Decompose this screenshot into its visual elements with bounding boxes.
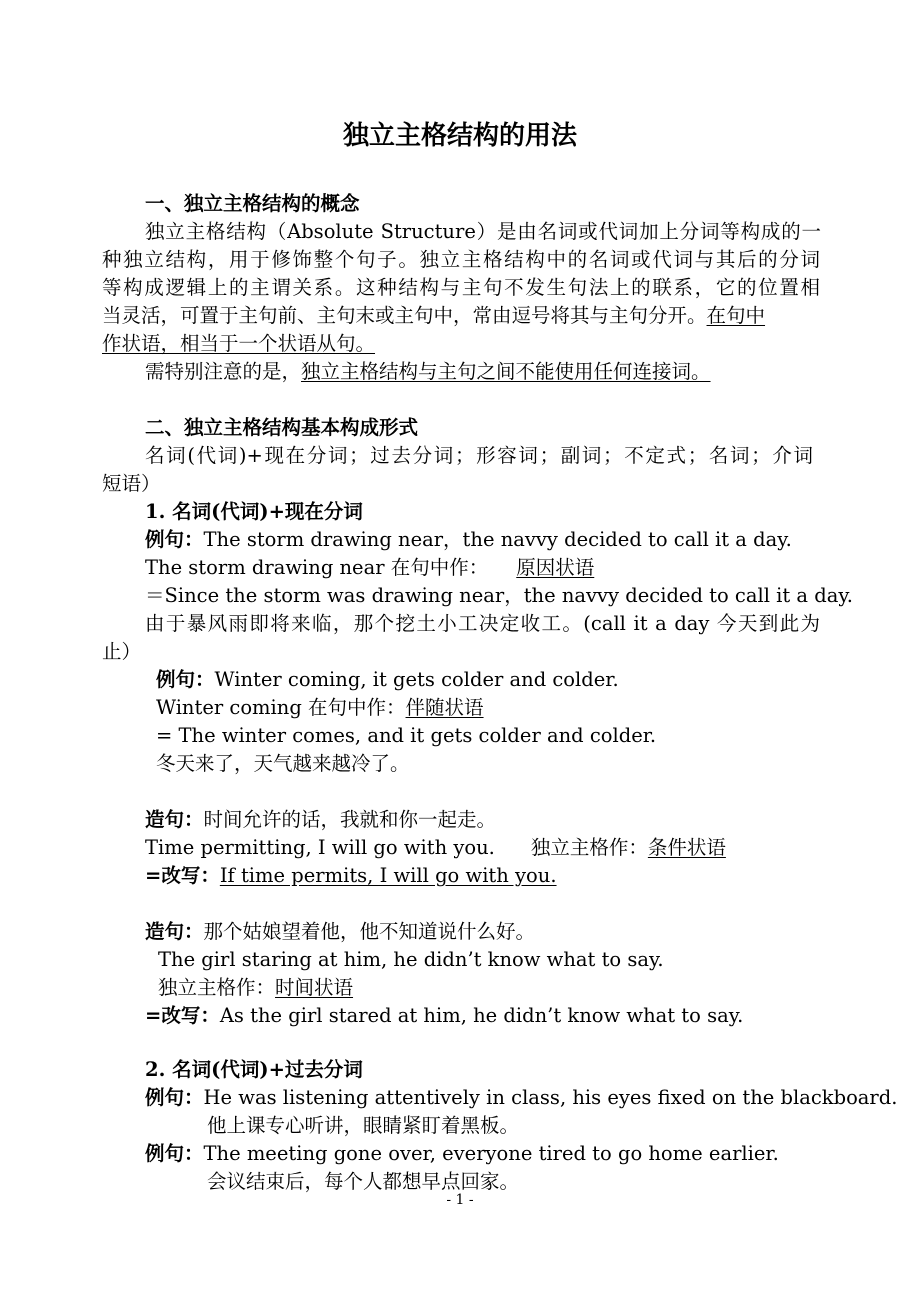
section-2-heading: 二、独立主格结构基本构成形式 <box>145 416 419 439</box>
example-sentence <box>145 526 792 554</box>
role-text: 独立主格作： <box>530 836 648 859</box>
section-1-paragraph-line: 种独立结构，用于修饰整个句子。独立主格结构中的名词或代词与其后的分词 <box>102 248 820 271</box>
page-title: 独立主格结构的用法 <box>342 121 577 151</box>
example-role <box>145 554 594 582</box>
practice-text: 那个姑娘望着他，他不知道说什么好。 <box>203 920 536 943</box>
example-label: 例句： <box>145 1086 204 1109</box>
practice-sentence <box>145 918 535 946</box>
practice-role <box>158 974 353 1002</box>
example-label: 例句： <box>145 528 204 551</box>
role-text: The storm drawing near 在句中作： <box>145 556 489 579</box>
section-1-paragraph-line: 独立主格结构（Absolute Structure）是由名词或代词加上分词等构成的一 <box>145 220 821 243</box>
role-value: 原因状语 <box>516 556 595 579</box>
example-text: He was listening attentively in class, his eyes fixed on the blackboard. <box>203 1086 898 1109</box>
rewrite-label: =改写： <box>145 864 220 887</box>
section-1-heading: 一、独立主格结构的概念 <box>145 192 360 215</box>
rewrite-text: As the girl stared at him, he didn’t know what to say. <box>219 1004 744 1027</box>
forms-list-line: 名词(代词)+现在分词；过去分词；形容词；副词；不定式；名词；介词 <box>145 444 813 467</box>
section-1-note <box>145 358 711 386</box>
example-text: The meeting gone over, everyone tired to go home earlier. <box>203 1142 779 1165</box>
subsection-1-heading: 1. 名词(代词)+现在分词 <box>145 500 363 523</box>
role-value: 时间状语 <box>275 976 354 999</box>
underlined-text: 在句中 <box>706 304 766 327</box>
example-translation: 冬天来了，天气越来越冷了。 <box>156 752 410 775</box>
example-translation: 他上课专心听讲，眼睛紧盯着黑板。 <box>207 1114 520 1137</box>
role-value: 条件状语 <box>647 836 726 859</box>
practice-sentence <box>145 806 496 834</box>
practice-label: 造句： <box>145 808 204 831</box>
example-label: 例句： <box>145 1142 204 1165</box>
practice-english: Time permitting, I will go with you. <box>145 836 495 859</box>
example-text: The storm drawing near，the navvy decided to call it a day. <box>203 528 792 551</box>
practice-text: 时间允许的话，我就和你一起走。 <box>203 808 497 831</box>
example-sentence <box>145 1140 779 1168</box>
example-label: 例句： <box>156 668 215 691</box>
forms-list-line: 短语） <box>102 472 161 495</box>
role-value: 伴随状语 <box>405 696 484 719</box>
section-1-paragraph-line: 等构成逻辑上的主谓关系。这种结构与主句不发生句法上的联系，它的位置相 <box>102 276 820 299</box>
page-number: - 1 - <box>446 1192 474 1208</box>
practice-translation <box>145 834 726 862</box>
example-translation: 由于暴风雨即将来临，那个挖土小工决定收工。(call it a day 今天到此为 <box>145 612 820 635</box>
role-text: Winter coming 在句中作： <box>156 696 406 719</box>
rewrite-label: =改写： <box>145 1004 220 1027</box>
example-rewrite: = The winter comes, and it gets colder and colder. <box>156 724 657 747</box>
example-translation: 止） <box>102 640 142 663</box>
example-role <box>156 694 484 722</box>
practice-label: 造句： <box>145 920 204 943</box>
role-text: 独立主格作： <box>158 976 276 999</box>
subsection-2-heading: 2. 名词(代词)+过去分词 <box>145 1058 363 1081</box>
note-text: 需特别注意的是， <box>145 360 302 383</box>
underlined-text: 独立主格结构与主句之间不能使用任何连接词。 <box>301 360 711 383</box>
underlined-text: 作状语，相当于一个状语从句。 <box>102 332 376 355</box>
example-sentence <box>145 1084 897 1112</box>
example-rewrite: ＝Since the storm was drawing near，the navvy decided to call it a day. <box>145 584 853 607</box>
practice-english: The girl staring at him, he didn’t know what to say. <box>158 948 664 971</box>
example-sentence <box>156 666 619 694</box>
paragraph-text: 当灵活，可置于主句前、主句末或主句中，常由逗号将其与主句分开。 <box>102 304 707 327</box>
practice-rewrite <box>145 1002 743 1030</box>
section-1-paragraph-line <box>102 302 765 330</box>
rewrite-text: If time permits, I will go with you. <box>219 864 557 887</box>
section-1-paragraph-line <box>102 330 375 358</box>
example-text: Winter coming, it gets colder and colder. <box>214 668 619 691</box>
example-translation: 会议结束后，每个人都想早点回家。 <box>207 1170 520 1193</box>
practice-rewrite <box>145 862 557 890</box>
